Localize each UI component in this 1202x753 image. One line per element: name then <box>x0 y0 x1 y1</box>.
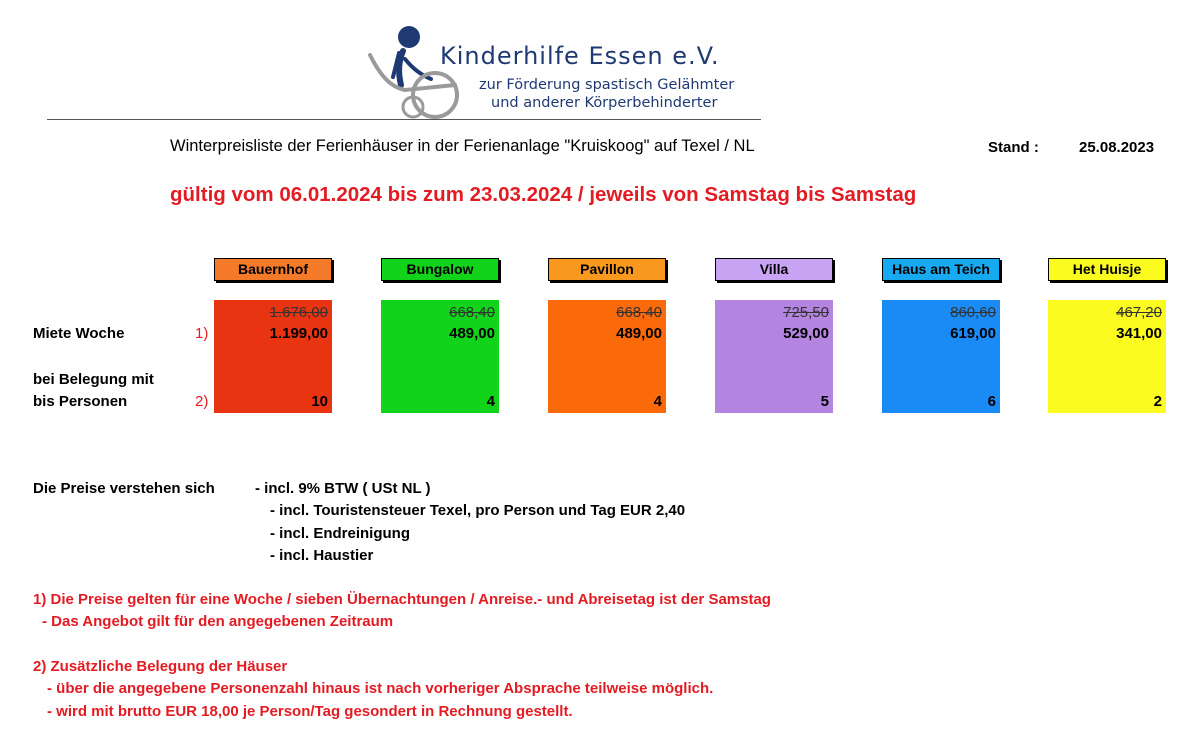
old-price: 467,20 <box>1116 304 1162 321</box>
row-label-belegung-1: bei Belegung mit <box>33 371 154 388</box>
price: 619,00 <box>950 325 996 342</box>
house-block-het-huisje <box>1048 300 1166 413</box>
validity-period: gültig vom 06.01.2024 bis zum 23.03.2024 / jeweils von Samstag bis Samstag <box>170 183 917 206</box>
old-price: 860,60 <box>950 304 996 321</box>
prices-intro: Die Preise verstehen sich <box>33 480 215 497</box>
footnote-1-line2: - Das Angebot gilt für den angegebenen Zeitraum <box>42 613 394 630</box>
house-block-haus-am-teich <box>882 300 1000 413</box>
house-block-villa <box>715 300 833 413</box>
logo-title: Kinderhilfe Essen e.V. <box>440 42 720 70</box>
house-block-bungalow <box>381 300 499 413</box>
old-price: 1.676,00 <box>269 304 328 321</box>
footnote-2-line2: - über die angegebene Personenzahl hinaus ist nach vorheriger Absprache teilweise möglich. <box>47 680 714 697</box>
max-persons: 2 <box>1153 393 1162 410</box>
footnote-ref-2: 2) <box>195 393 209 410</box>
price: 1.199,00 <box>269 325 328 342</box>
max-persons: 4 <box>653 393 662 410</box>
logo-subtitle-line2: und anderer Körperbehinderter <box>491 95 718 111</box>
header-divider <box>47 119 761 120</box>
price: 489,00 <box>616 325 662 342</box>
house-header-het-huisje: Het Huisje <box>1048 258 1166 281</box>
logo-subtitle-line1: zur Förderung spastisch Gelähmter <box>479 77 735 93</box>
footnote-ref-1: 1) <box>195 325 209 342</box>
price-note-4: - incl. Haustier <box>270 547 374 564</box>
price-note-3: - incl. Endreinigung <box>270 525 410 542</box>
house-header-villa: Villa <box>715 258 833 281</box>
row-label-miete: Miete Woche <box>33 325 125 342</box>
footnote-1-line1: 1) Die Preise gelten für eine Woche / sieben Übernachtungen / Anreise.- und Abreisetag ist der Samstag <box>33 591 771 608</box>
wheelchair-logo-icon <box>365 25 475 120</box>
price: 529,00 <box>783 325 829 342</box>
row-label-belegung-2: bis Personen <box>33 393 128 410</box>
price: 489,00 <box>449 325 495 342</box>
footnote-2-line3: - wird mit brutto EUR 18,00 je Person/Tag gesondert in Rechnung gestellt. <box>47 703 573 720</box>
price-note-2: - incl. Touristensteuer Texel, pro Person und Tag EUR 2,40 <box>270 502 686 519</box>
house-header-pavillon: Pavillon <box>548 258 666 281</box>
page-title: Winterpreisliste der Ferienhäuser in der Ferienanlage "Kruiskoog" auf Texel / NL <box>170 137 755 155</box>
stand-date: 25.08.2023 <box>1079 139 1155 156</box>
house-header-bauernhof: Bauernhof <box>214 258 332 281</box>
max-persons: 10 <box>311 393 328 410</box>
house-block-pavillon <box>548 300 666 413</box>
old-price: 725,50 <box>783 304 829 321</box>
max-persons: 5 <box>820 393 829 410</box>
stand-label: Stand : <box>988 139 1039 156</box>
price-note-1: - incl. 9% BTW ( USt NL ) <box>255 480 431 497</box>
price: 341,00 <box>1116 325 1162 342</box>
max-persons: 6 <box>987 393 996 410</box>
house-header-haus-am-teich: Haus am Teich <box>882 258 1000 281</box>
footnote-2-line1: 2) Zusätzliche Belegung der Häuser <box>33 658 288 675</box>
old-price: 668,40 <box>449 304 495 321</box>
old-price: 668,40 <box>616 304 662 321</box>
house-header-bungalow: Bungalow <box>381 258 499 281</box>
max-persons: 4 <box>486 393 495 410</box>
house-block-bauernhof <box>214 300 332 413</box>
